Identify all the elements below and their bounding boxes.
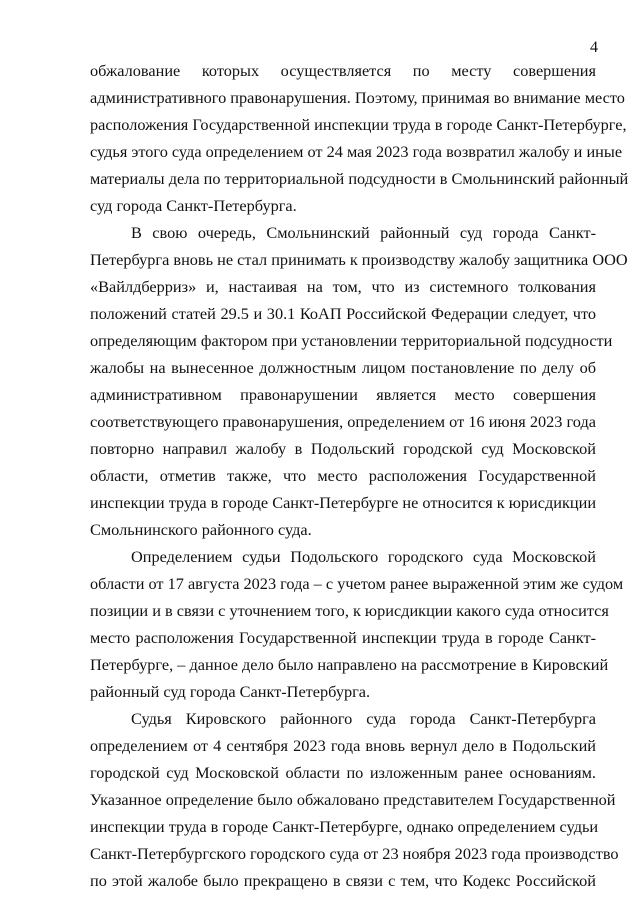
text-line: административном правонарушении является место совершения [90, 385, 596, 404]
text-line: Определением судьи Подольского городского суда Московской [131, 547, 596, 566]
text-line: место расположения Государственной инспекции труда в городе Санкт- [90, 628, 596, 647]
text-line: В свою очередь, Смольнинский районный суд города Санкт- [131, 223, 596, 242]
text-line: жалобы на вынесенное должностным лицом постановление по делу об [90, 358, 596, 377]
text-line: «Вайлдберриз» и, настаивая на том, что из системного толкования [90, 277, 596, 296]
page-number: 4 [590, 39, 598, 56]
text-line: инспекции труда в городе Санкт-Петербурге не относится к юрисдикции [90, 493, 597, 512]
text-line: Петербурга вновь не стал принимать к производству жалобу защитника ООО [90, 250, 628, 269]
text-line: Судья Кировского районного суда города Санкт-Петербурга [131, 709, 596, 728]
text-line: положений статей 29.5 и 30.1 КоАП Российской Федерации следует, что [90, 304, 596, 323]
text-line: инспекции труда в городе Санкт-Петербурге, однако определением судьи [90, 817, 599, 836]
text-line: районный суд города Санкт-Петербурга. [90, 682, 371, 701]
text-line: материалы дела по территориальной подсудности в Смольнинский районный [90, 169, 629, 188]
text-line: Указанное определение было обжаловано представителем Государственной [90, 790, 616, 809]
text-line: Санкт-Петербургского городского суда от 23 ноября 2023 года производство [90, 844, 619, 863]
text-line: области от 17 августа 2023 года – с учетом ранее выраженной этим же судом [90, 574, 624, 593]
text-line: суд города Санкт-Петербурга. [90, 196, 297, 215]
text-line: Петербурге, – данное дело было направлено на рассмотрение в Кировский [90, 655, 609, 674]
text-line: области, отметив также, что место расположения Государственной [90, 466, 596, 485]
text-line: повторно направил жалобу в Подольский городской суд Московской [90, 439, 596, 458]
text-line: определением от 4 сентября 2023 года вновь вернул дело в Подольский [90, 736, 596, 755]
text-line: городской суд Московской области по изложенным ранее основаниям. [90, 763, 596, 782]
text-line: определяющим фактором при установлении территориальной подсудности [90, 331, 613, 350]
text-line: позиции и в связи с уточнением того, к юрисдикции какого суда относится [90, 601, 609, 620]
text-line: соответствующего правонарушения, определением от 16 июня 2023 года [90, 412, 596, 431]
text-line: расположения Государственной инспекции труда в городе Санкт-Петербурге, [90, 115, 627, 134]
text-line: Смольнинского районного суда. [90, 520, 312, 539]
text-line: обжалование которых осуществляется по месту совершения [90, 61, 596, 80]
text-line: административного правонарушения. Поэтому, принимая во внимание место [90, 88, 625, 107]
text-line: по этой жалобе было прекращено в связи с тем, что Кодекс Российской [90, 871, 596, 890]
text-line: судья этого суда определением от 24 мая 2023 года возвратил жалобу и иные [90, 142, 623, 161]
